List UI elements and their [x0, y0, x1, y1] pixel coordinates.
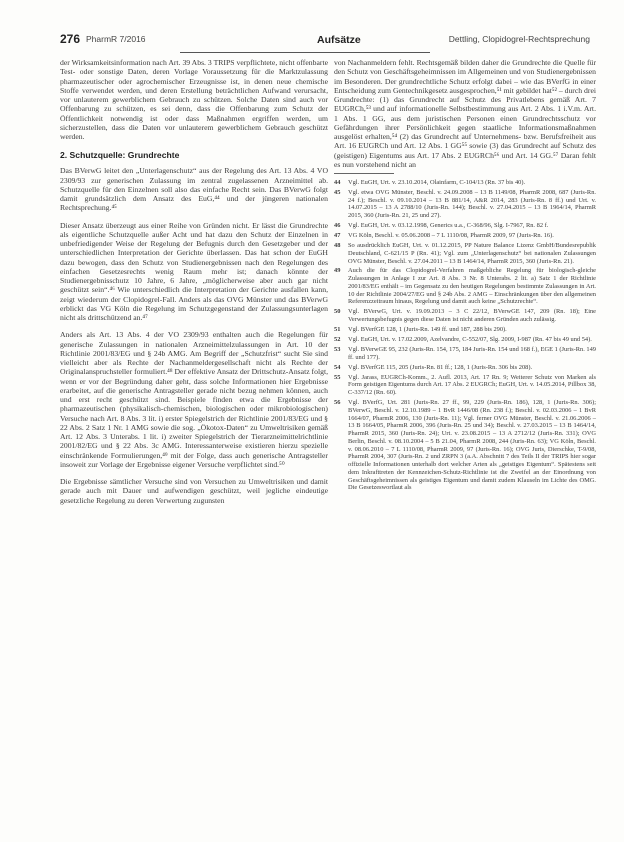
right-column — [334, 58, 596, 494]
paragraph: Das BVerwG leitet den „Unterlagenschutz“ aus der Regelung des Art. 13 Abs. 4 VO 2309/93 zur generischen Zulassung im zentral zugelassenen Arzneimittel ab. Schutzquelle für den Einzelnen soll also das einfache Recht sein. Das BVerwG folgt damit grundsätzlich dem Ansatz des EuG,⁴⁴ und der jüngeren nationalen Rechtsprechung.⁴⁵ — [60, 166, 328, 213]
footnote-number: 55 — [334, 373, 341, 381]
footnote-text: Vgl. Jarass, EUGRCh-Komm., 2. Aufl. 2013, Art. 17 Rn. 9; Weiterer Schutz von Marken als Form geistigen Eigentums durch Art. 17 Abs. 2 EUGRCh; EuGH, Urt. v. 14.05.2014, Pillbox 38, C-337/12 (Rn. 60). — [348, 373, 596, 397]
footnote-number: 44 — [334, 179, 341, 186]
footnote — [334, 189, 596, 220]
page-number: 276 — [60, 32, 81, 46]
footnote-number: 45 — [334, 188, 341, 196]
footnote-text: Vgl. BVerfGE 115, 205 (Juris-Rn. 81 ff.; 128, 1 (Juris-Rn. 306 bis 208). — [348, 363, 533, 371]
footnote — [334, 179, 596, 187]
footnote-text: Vgl. BVerfGE 128, 1 (Juris-Rn. 149 ff. und 187, 288 bis 290). — [348, 326, 507, 334]
footnote-divider — [334, 173, 394, 174]
footnote-text: Vgl. EuGH, Urt. v. 23.10.2014, Olainfarm, C-104/13 (Rn. 37 bis 40). — [348, 179, 526, 186]
footnote-text: Vgl. BVerwGE 95, 232 (Juris-Rn. 154, 175, 184 Juris-Rn. 154 und 168 f.), EGE 1 (Juris-Rn. 149 ff. und 177). — [348, 345, 596, 361]
footnote-number: 54 — [334, 363, 341, 371]
footnote-text: Vgl. etwa OVG Münster, Beschl. v. 24.09.2008 – 13 B 1149/08, PharmR 2008, 687 (Juris-Rn. 24 f.); Beschl. v. 09.10.2014 – 13 B 881/14, A&R 2014, 283 (Juris-Rn. 8 ff.) und Urt. v. 14.07.2015 – 13 A 2788/10 (Juris-Rn. 144); Beschl. v. 27.04.2015 – 13 B 1964/14, PharmR 2015, 360 (Juris-Rn. 21, 25 und 27). — [348, 188, 596, 220]
footnote — [334, 399, 596, 492]
footnote-text: Vgl. BVerfG, Urt. 281 (Juris-Rn. 27 ff., 99, 229 (Juris-Rn. 186), 128, 1 (Juris-Rn. 306); BVerwG, Beschl. v. 12.10.1989 – 1 BvR 1446/08 (Rn. 238 f.); Beschl. v. 02.03.2006 – 1 BvR 1664/07, PharmR 2006, 130 (Juris-Rn. 11); Vgl. ferner OVG Münster, Beschl. v. 21.06.2006 – 13 B 1664/05, PharmR 2006, 396 (Juris-Rn. 25 und 34); Beschl. v. 27.03.2015 – 13 B 1464/14, PharmR 2015, 360 (Juris-Rn. 24); Urt. v. 23.08.2015 – 13 A 2712/12 (Juris-Rn. 331); OVG Berlin, Beschl. v. 08.10.2004 – 5 B 21.04, PharmR 2008, 244 (Juris-Rn. 63); VG Köln, Beschl. v. 08.06.2010 – 7 L 1110/08, PharmR 2009, 97 (Juris-Rn. 16); OVG Juris, Dierschke, T-9/08, PharmR 2004, 307 (Juris-Rn. 2 und ZRPN 3 (a.A. Abschnitt 7 des Teils II der TRIPS hier sogar offizielle Informationen unterhalb dort welcher Arten als „geistiges Eigentum“. Spätestens seit dem Inkrafttreten der Kennzeichen-Schutz-Richtlinie ist die Zweifel an der Einordnung von Geschäftsgeheimnissen als geistiges Eigentum und damit zudem Klauseln im Lichte des OMG. Die Gesetzeswortlaut als — [348, 399, 596, 492]
footnote — [334, 346, 596, 362]
footnote-text: Vgl. BVerwG, Urt. v. 19.09.2013 – 3 C 22/12, BVerwGE 147, 209 (Rn. 18); Eine Verwertungsbefugnis gegen diese Daten ist nicht anderen Gründen auch zulässig. — [348, 308, 596, 324]
paragraph: der Wirksamkeitsinformation nach Art. 39 Abs. 3 TRIPS verpflichtete, nicht offenbarte Test- oder sonstige Daten, deren Vorlage Voraussetzung für die Marktzulassung pharmazeutischer oder agrochemischer Erzeugnisse ist, in denen neue chemische Stoffe verwendet werden, und deren Erstellung beträchtlichen Aufwand verursacht, vor unlauterem gewerblichem Gebrauch zu schützen. Solche Daten sind auch vor Offenbarung zu schützen, es sei denn, dass die Offenbarung zum Schutz der Öffentlichkeit notwendig ist oder dass Maßnahmen ergriffen werden, um sicherzustellen, dass die Daten vor unlauterem gewerblichem Gebrauch geschützt werden. — [60, 58, 328, 141]
footnote — [334, 308, 596, 324]
footnote-number: 46 — [334, 222, 341, 230]
footnote-text: Auch die für das Clopidogrel-Verfahren maßgebliche Regelung für biologisch-gleiche Zulassungen in Anlage I zur Art. 8 Abs. 3 Nr. 8 Unterabs. 2 lit. a) Satz 1 der Richtlinie 2001/83/EG enthält – im Gegensatz zu den heutigen Regelungen bestimmte Zulassungen in Art. 10 der Richtlinie 2004/27/EG und § 24b Abs. 2 AMG – Einschränkungen über den allgemeinen Referenzzeitraum hinaus, Regelung und damit auch keine „Schutzrechte“. — [348, 267, 596, 306]
footnote — [334, 326, 596, 334]
footnote-number: 52 — [334, 336, 341, 343]
footnote-number: 50 — [334, 308, 341, 316]
footnote — [334, 336, 596, 344]
running-title: Dettling, Clopidogrel-Rechtsprechung — [448, 34, 590, 44]
footnote-number: 53 — [334, 345, 341, 353]
footnote-number: 48 — [334, 242, 341, 249]
footnote-text: Vgl. EuGH, Urt. v. 17.02.2009, Azelvandre, C-552/07, Slg. 2009, I-987 (Rn. 47 bis 49 und 54). — [348, 336, 592, 343]
footnote — [334, 364, 596, 372]
paragraph: Die Ergebnisse sämtlicher Versuche sind von Versuchen zu Umweltrisiken und damit gerade auch mit Dauer und aufwendigen geschützt, weil jegliche eindeutige gesetzliche Regelung zu deren Verwertung zugunsten — [60, 477, 328, 505]
footnote — [334, 222, 596, 230]
paragraph: von Nachanmeldern fehlt. Rechtsgemäß bilden daher die Grundrechte die Quelle für den Schutz von Geschäftsgeheimnissen im Allgemeinen und von Studienergebnissen im Besonderen. Der grundrechtliche Schutz erfolgt dabei – wie das BVerfG in einer Entscheidung zum Gentechnikgesetz ausgesprochen,⁵¹ mit gebildet hat⁵² – durch drei Grundrechte: (1) das Grundrecht auf Schutz des Privatlebens gemäß Art. 7 EUGRCh,⁵³ und auf informationelle Selbstbestimmung aus Art. 2 Abs. 1 i.V.m. Art. 1 Abs. 1 GG, aus dem juristischen Personen einen Grundrechtsschutz vor Gefährdungen ihrer Persönlichkeit gegen staatliche Informationsmaßnahmen ausgelöst erhalten,⁵⁴ (2) das Grundrecht auf Unternehmens- bzw. Berufsfreiheit aus Art. 16 EUGRCh und Art. 12 Abs. 1 GG⁵⁵ sowie (3) das Grundrecht auf Schutz des (geistigen) Eigentums aus Art. 17 Abs. 2 EUGRCh⁵⁶ und Art. 14 GG.⁵⁷ Daran fehlt es nun vorstehend nicht an — [334, 58, 596, 169]
footnote — [334, 374, 596, 397]
section-title: Aufsätze — [317, 34, 361, 46]
page-header — [60, 32, 590, 48]
footnote — [334, 232, 596, 240]
section-heading: 2. Schutzquelle: Grundrechte — [60, 150, 180, 161]
footnote — [334, 267, 596, 306]
footnotes — [334, 179, 596, 492]
journal-issue: PharmR 7/2016 — [86, 34, 146, 44]
footnote-number: 56 — [334, 399, 341, 406]
footnote-number: 47 — [334, 232, 341, 240]
footnote — [334, 242, 596, 265]
footnote-text: Vgl. EuGH, Urt. v. 03.12.1998, Generics u.a., C-368/96, Slg. I-7967, Rn. 82 f. — [348, 222, 549, 230]
section-rule — [180, 52, 430, 53]
paragraph: Anders als Art. 13 Abs. 4 der VO 2309/93 enthalten auch die Regelungen für generische Zulassungen in nationalen Arzneimittelzulassungen in Art. 10 der Richtlinie 2001/83/EG und § 24b AMG. Am Begriff der „Schutzfrist“ sucht Sie sind vielleicht aber als Rechte der Nachanmeldergesellschaft nicht als Rechte der Originalanspruchsteller formuliert.⁴⁸ Der effektive Ansatz der Drittschutz-Ansatz folgt, wenn er vor der Begründung daher geht, dass solche Informationen hier Ergebnisse erarbeitet, auf die generische Antragsteller gerade nicht bezug nehmen können, auch und erst recht geschützt sind. Beispiele finden etwa die Ergebnisse der pharmazeutischen (physikalisch-chemischen, biologischen oder mikrobiologischen) Versuche nach Art. 8 Abs. 3 lit. i) erster Spiegelstrich der Richtlinie 2001/83/EG und § 22 Abs. 2 Satz 1 Nr. 1 AMG sowie die sog. „Ökotox-Daten“ zu Umweltrisiken gemäß Art. 12 Abs. 3 Unterabs. 1 lit. i) zweiter Spiegelstrich der Tierarzneimittelrichtlinie 2001/82/EG und § 22 Abs. 3c AMG. Interessanterweise existieren hierzu spezielle einschränkende Formulierungen,⁴⁹ mit der Folge, dass auch generische Antragsteller insoweit zur Vorlage der Ergebnisse eigener Versuche verpflichtet sind.⁵⁰ — [60, 330, 328, 469]
footnote-number: 49 — [334, 267, 341, 275]
paragraph: Dieser Ansatz überzeugt aus einer Reihe von Gründen nicht. Er lässt die Grundrechte als eigentliche Schutzquelle außer Acht und hat dazu den Schutz der Einzelnen in unbefriedigender Weise der Regelung der Befugnis durch den Gesetzgeber und der unterschiedlichen Interpretation der Gerichte überlassen. Das hat schon der EuGH dazu bewogen, dass den Schutz von Studienergebnissen nach den Regelungen des einfachen Gesetzesrechts wenig Raum mehr ist; danach könnte der Studienergebnisschutz 10 Jahre, 6 Jahre, „möglicherweise aber auch gar nicht geschützt sein“.⁴⁶ Wie unterschiedlich die Interpretation der Gerichte ausfallen kann, zeigt wiederum der Clopidogrel-Fall. Anders als das OVG Münster und das BVerwG erblickt das VG Köln die Regelung im Schutzgegenstand der Zulassungsunterlagen nicht als drittschützend an.⁴⁷ — [60, 220, 328, 322]
footnote-text: So ausdrücklich EuGH, Urt. v. 01.12.2015, PP Nature Balance Lizenz GmbH/Bundesrepublik Deutschland, C-621/15 P (Rn. 41); Vgl. zum „Unterlagenschutz“ bei nationalen Zulassungen OVG Münster, Beschl. v. 27.04.2011 – 13 B 1464/14, PharmR 2015, 360 (Juris-Rn. 21). — [348, 242, 596, 265]
footnote-number: 51 — [334, 326, 341, 334]
footnote-text: VG Köln, Beschl. v. 05.06.2008 – 7 L 1110/08, PharmR 2009, 97 (Juris-Rn. 16). — [348, 232, 554, 240]
left-column — [60, 58, 328, 505]
